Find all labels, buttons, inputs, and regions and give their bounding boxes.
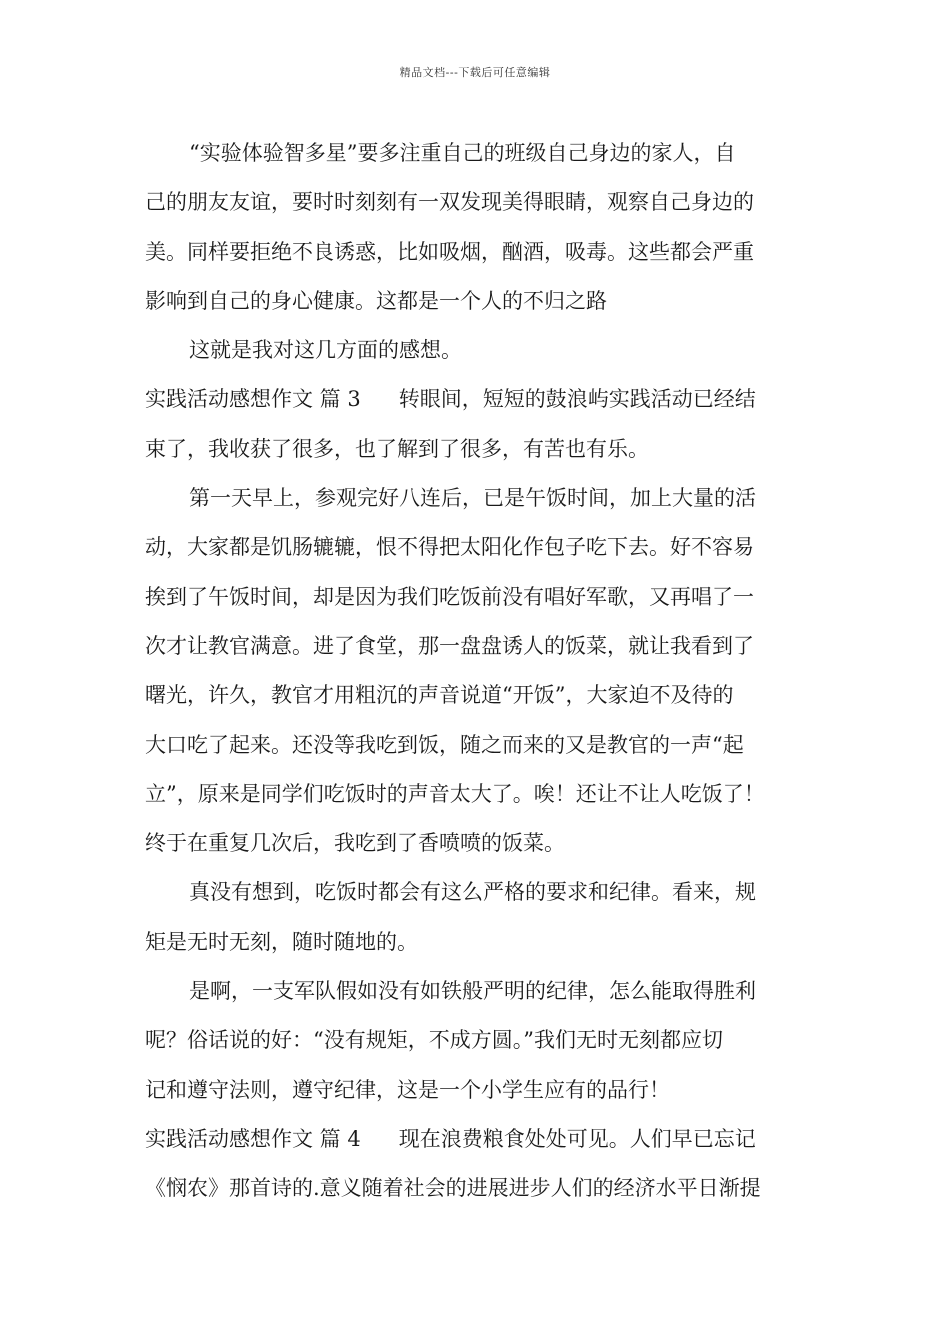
section-heading-line — [145, 375, 809, 424]
section-heading: 实践活动感想作文 篇 4 — [145, 1126, 361, 1151]
document-body — [145, 129, 809, 1214]
section-heading: 实践活动感想作文 篇 3 — [145, 387, 361, 412]
text-line: 次才让教官满意。进了食堂，那一盘盘诱人的饭菜，就让我看到了 — [145, 633, 754, 658]
text-line: 影响到自己的身心健康。这都是一个人的不归之路 — [145, 288, 607, 313]
text-line: 呢？俗话说的好：“没有规矩，不成方圆。”我们无时无刻都应切 — [145, 1028, 723, 1053]
text-line: 矩是无时无刻，随时随地的。 — [145, 929, 418, 954]
text-line: “实验体验智多星”要多注重自己的班级自己身边的家人，自 — [189, 141, 736, 165]
text-line: 动，大家都是饥肠辘辘，恨不得把太阳化作包子吃下去。好不容易 — [145, 535, 754, 560]
text-line: 记和遵守法则，遵守纪律，这是一个小学生应有的品行！ — [145, 1077, 670, 1102]
paragraph — [145, 474, 809, 868]
text-line: 是啊，一支军队假如没有如铁般严明的纪律，怎么能取得胜利 — [189, 979, 756, 1004]
paragraph — [145, 967, 809, 1115]
paragraph — [145, 129, 809, 326]
text-line: 终于在重复几次后，我吃到了香喷喷的饭菜。 — [145, 831, 565, 856]
text-line: 《悯农》那首诗的.意义随着社会的进展进步人们的经济水平日渐提 — [145, 1176, 761, 1201]
text-line: 美。同样要拒绝不良诱惑，比如吸烟，酗酒，吸毒。这些都会严重 — [145, 239, 754, 264]
text-line: 挨到了午饭时间，却是因为我们吃饭前没有唱好军歌，又再唱了一 — [145, 584, 754, 609]
text-line: 第一天早上，参观完好八连后，已是午饭时间，加上大量的活 — [189, 486, 756, 511]
paragraph — [145, 868, 809, 967]
section — [145, 1115, 809, 1214]
section-heading-line — [145, 1115, 809, 1164]
text-line: 真没有想到，吃饭时都会有这么严格的要求和纪律。看来，规 — [189, 880, 756, 905]
text-span: 现在浪费粮食处处可见。人们早已忘记 — [398, 1126, 756, 1151]
text-line: 大口吃了起来。还没等我吃到饭，随之而来的又是教官的一声“起 — [145, 732, 744, 757]
text-line: 这就是我对这几方面的感想。 — [189, 338, 462, 363]
page-header: 精品文档---下载后可任意编辑 — [399, 66, 551, 79]
text-line: 曙光，许久，教官才用粗沉的声音说道“开饭”，大家迫不及待的 — [145, 683, 734, 708]
text-span: 转眼间，短短的鼓浪屿实践活动已经结 — [398, 387, 756, 412]
section — [145, 375, 809, 474]
paragraph — [145, 326, 809, 375]
text-line: 己的朋友友谊，要时时刻刻有一双发现美得眼睛，观察自己身边的 — [145, 190, 754, 215]
text-line: 立”，原来是同学们吃饭时的声音太大了。唉！还让不让人吃饭了！ — [145, 781, 765, 806]
text-line: 束了，我收获了很多，也了解到了很多，有苦也有乐。 — [145, 436, 649, 461]
